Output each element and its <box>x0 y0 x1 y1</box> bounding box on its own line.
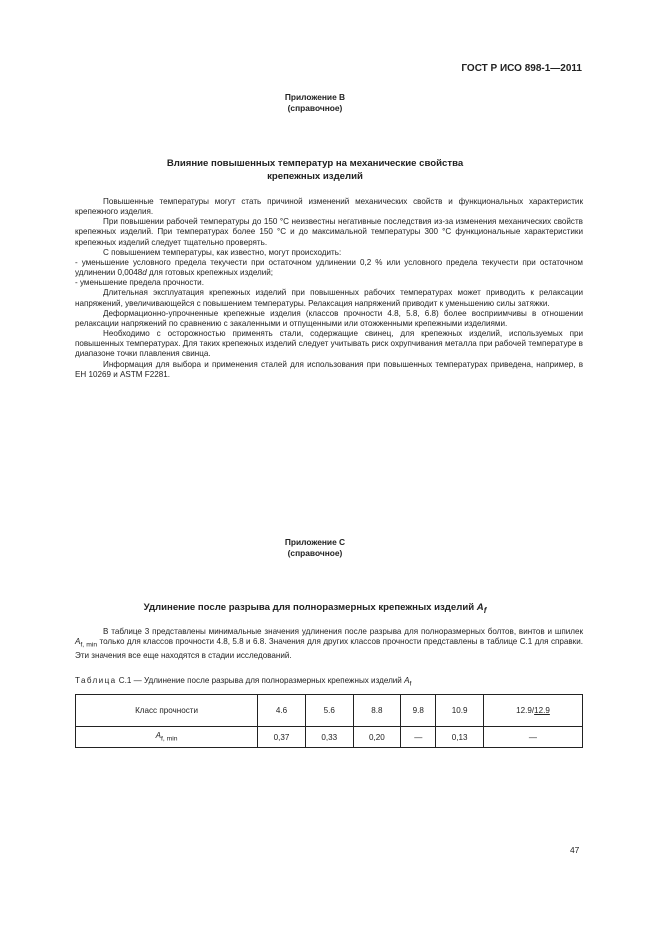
page-number: 47 <box>570 845 580 855</box>
paragraph: Информация для выбора и применения сталей для использования при повышенных температурах приведена, например, в ЕН 10269 и ASTM F2281. <box>75 359 583 379</box>
annex-c-heading <box>0 601 630 617</box>
paragraph: С повышением температуры, как известно, могут происходить: <box>103 247 342 257</box>
bullet-text: для готовых крепежных изделий; <box>146 268 274 278</box>
annex-b-label: Приложение В <box>284 92 346 102</box>
caption-word: Таблица <box>75 676 117 685</box>
math-symbol: A <box>404 676 410 685</box>
table-cell: 5.6 <box>305 695 353 727</box>
annex-c-subtitle: (справочное) <box>287 548 343 558</box>
math-symbol: A <box>476 602 484 613</box>
math-subscript: f <box>483 605 487 615</box>
table-cell: 0,13 <box>436 727 484 748</box>
table-cell: 0,33 <box>305 727 353 748</box>
table-cell <box>483 695 582 727</box>
table-cell: 4.6 <box>258 695 306 727</box>
paragraph: Необходимо с осторожностью применять стали, содержащие свинец, для крепежных изделий, используемых при повышенных температурах. Для таких крепежных изделий следует учитывать риск охрупчивания металла при рабочей температуре в диапазоне точки плавления свинца. <box>75 329 583 359</box>
annex-b-subtitle: (справочное) <box>287 103 343 113</box>
paragraph-text: В таблице 3 представлены минимальные значения удлинения после разрыва для полноразмерных болтов, винтов и шпилек <box>103 627 583 636</box>
annex-c-label: Приложение С <box>284 537 346 547</box>
table-cell: 9.8 <box>401 695 436 727</box>
table-header-cell: Класс прочности <box>76 695 258 727</box>
annex-b-heading-line2: крепежных изделий <box>267 171 363 182</box>
table-cell: 0,20 <box>353 727 401 748</box>
math-subscript: f <box>409 680 412 688</box>
annex-b-heading-line1: Влияние повышенных температур на механические свойства <box>166 158 464 169</box>
document-code: ГОСТ Р ИСО 898-1—2011 <box>461 63 582 74</box>
annex-b-heading <box>0 157 630 183</box>
cell-text: 12.9/ <box>516 706 535 715</box>
paragraph: Деформационно-упрочненные крепежные изделия (классов прочности 4.8, 5.8, 6.8) более восприимчивы в отношении релаксации напряжений по сравнению с закаленными и отпущенными или отожженными крепежными изделиями. <box>75 308 583 328</box>
math-variable: d <box>142 268 147 278</box>
table-cell: 10.9 <box>436 695 484 727</box>
math-symbol: A <box>155 731 161 741</box>
annex-b-title <box>0 92 630 114</box>
paragraph <box>75 627 583 661</box>
table-row <box>76 727 583 748</box>
table-cell: 0,37 <box>258 727 306 748</box>
table-cell: 8.8 <box>353 695 401 727</box>
annex-b-body <box>75 197 583 380</box>
math-subscript: f, min <box>160 735 178 743</box>
table-header-cell <box>76 727 258 748</box>
table-row <box>76 695 583 727</box>
math-symbol: A <box>75 637 81 647</box>
bullet-item <box>75 258 583 278</box>
paragraph-text: только для классов прочности 4.8, 5.8 и 6.8. Значения для других классов прочности представлены в таблице С.1 для справки. Эти значения все еще находятся в стадии исследований. <box>75 637 583 660</box>
math-subscript: f, min <box>80 641 98 649</box>
paragraph: Длительная эксплуатация крепежных изделий при повышенных рабочих температурах может приводить к релаксации напряжений, увеличивающейся с повышением температуры. Релаксация напряжений приводит к уменьшению силы затяжки. <box>75 288 583 308</box>
table-cell: — <box>401 727 436 748</box>
table-cell: — <box>483 727 582 748</box>
elongation-table <box>75 694 583 748</box>
paragraph: Повышенные температуры могут стать причиной изменений механических свойств и функциональных характеристик крепежного изделия. <box>75 197 583 217</box>
cell-text-underlined: 12.9 <box>534 706 550 715</box>
table-caption <box>75 675 411 690</box>
annex-c-title <box>0 537 630 559</box>
annex-c-body <box>75 627 583 661</box>
caption-text: С.1 — Удлинение после разрыва для полноразмерных крепежных изделий <box>116 676 405 685</box>
bullet-text: - уменьшение условного предела текучести при остаточном удлинении 0,2 % или условного предела текучести при остаточном удлинении 0,0048 <box>75 257 583 278</box>
bullet-item: - уменьшение предела прочности. <box>75 278 204 288</box>
heading-text: Удлинение после разрыва для полноразмерных крепежных изделий <box>143 602 477 613</box>
paragraph: При повышении рабочей температуры до 150 °С неизвестны негативные последствия из-за изменения механических свойств крепежных изделий. При температурах более 150 °С и до максимальной температуры 300 °С функциональные характеристики крепежных изделий следует тщательно проверять. <box>75 217 583 247</box>
